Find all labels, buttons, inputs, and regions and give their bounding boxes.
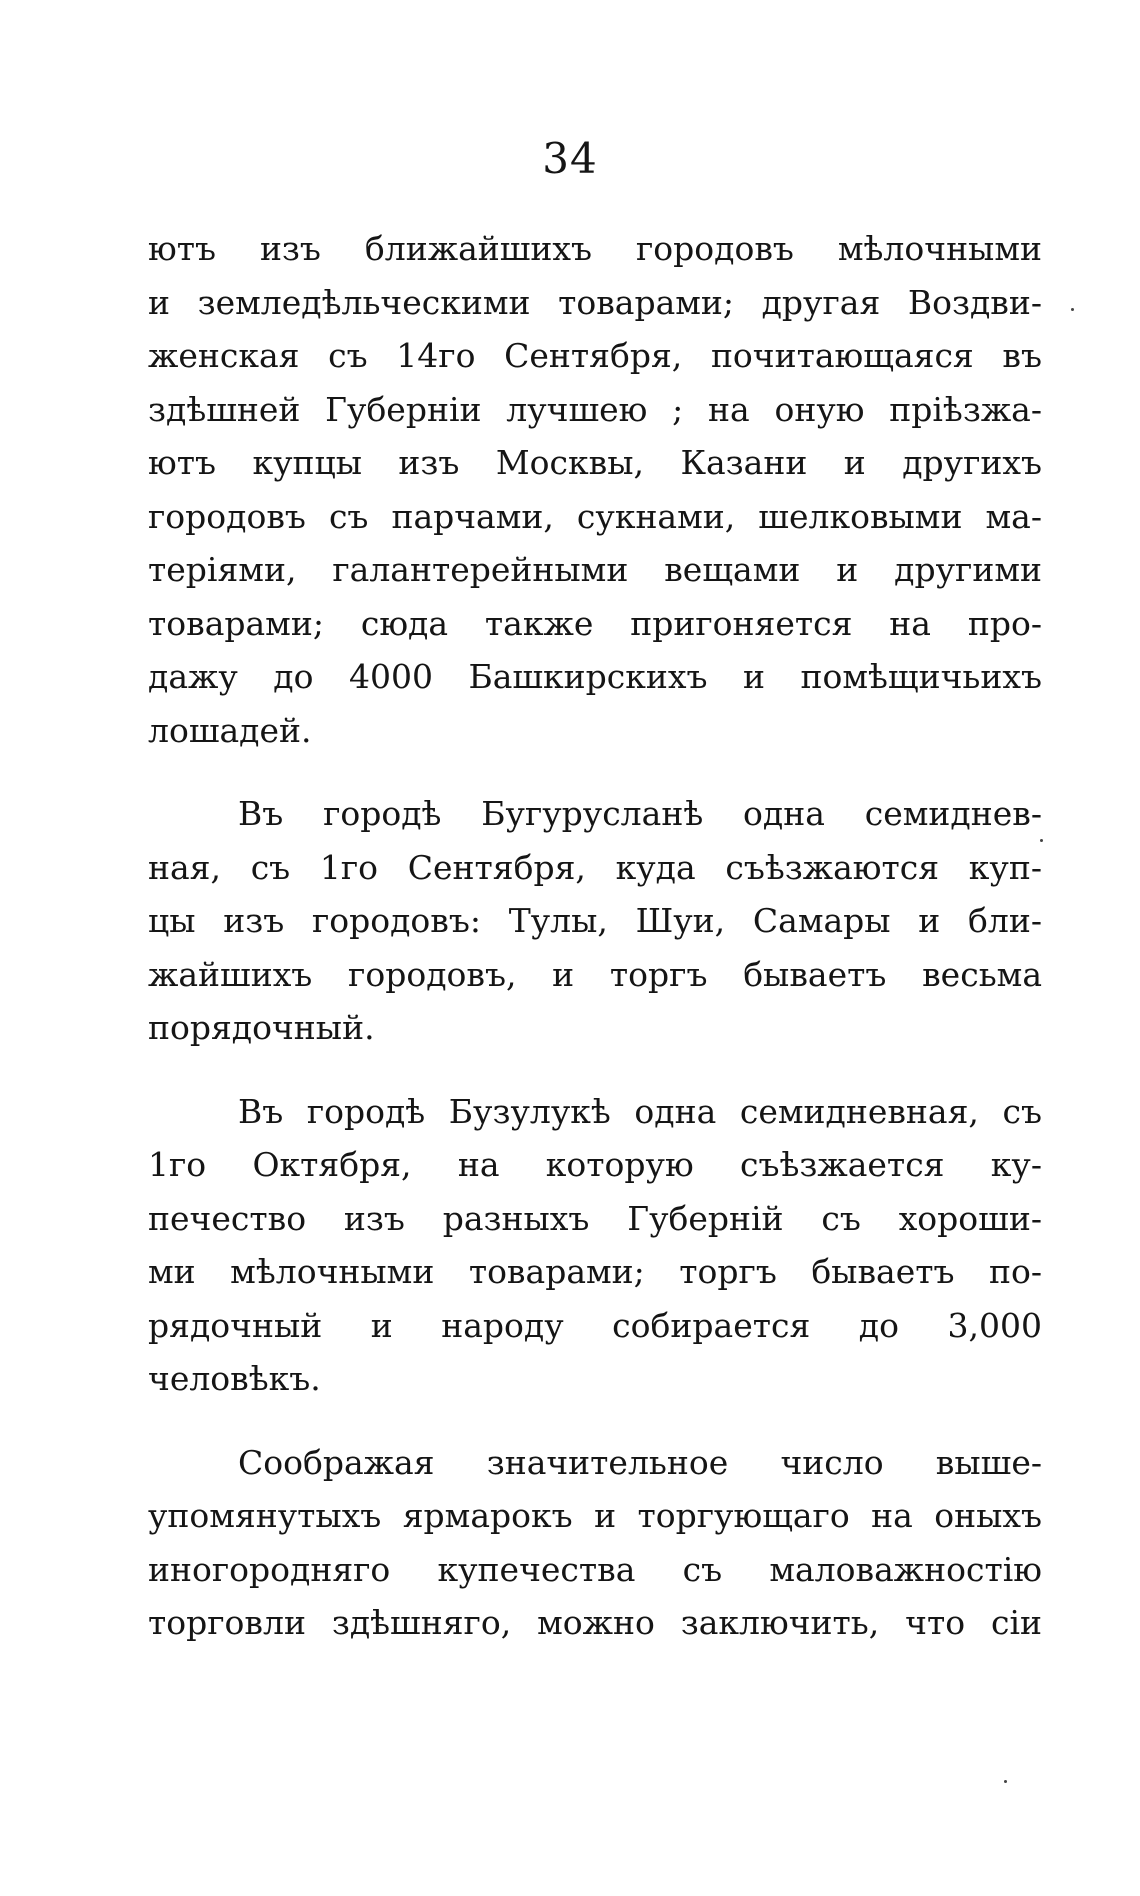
text-line: ютъ купцы изъ Москвы, Казани и другихъ: [148, 443, 1042, 482]
text-line: ютъ изъ ближайшихъ городовъ мѣлочными: [148, 229, 1042, 268]
text-line: здѣшней Губерніи лучшею ; на оную пріѣзжа-: [148, 389, 1042, 429]
text-line: лошадей.: [148, 710, 312, 750]
text-line: ная, съ 1го Сентября, куда съѣзжаются куп-: [148, 847, 1042, 887]
text-line: печество изъ разныхъ Губерній съ хороши-: [148, 1198, 1042, 1238]
text-line: ми мѣлочными товарами; торгъ бываетъ по-: [148, 1252, 1042, 1291]
text-line: иногородняго купечества съ маловажностію: [148, 1549, 1042, 1589]
body-text: [148, 222, 1042, 1650]
text-line: товарами; сюда также пригоняется на про-: [148, 603, 1042, 643]
text-line: порядочный.: [148, 1008, 375, 1047]
print-speck: [1004, 1780, 1007, 1783]
paragraph-4: [148, 1436, 1042, 1650]
paragraph-3: [148, 1085, 1042, 1406]
text-line: теріями, галантерейными вещами и другими: [148, 550, 1042, 589]
page-number: 34: [542, 134, 598, 183]
text-line: 1го Октября, на которую съѣзжается ку-: [148, 1145, 1042, 1184]
print-speck: [1071, 308, 1074, 311]
text-line: женская съ 14го Сентября, почитающаяся въ: [148, 336, 1042, 375]
paragraph-2: [148, 787, 1042, 1055]
text-line: и земледѣльческими товарами; другая Воздви-: [148, 282, 1042, 322]
text-line: Въ городѣ Бугурусланѣ одна семиднев-: [238, 794, 1042, 833]
text-line: жайшихъ городовъ, и торгъ бываетъ весьма: [148, 954, 1042, 994]
text-line: упомянутыхъ ярмарокъ и торгующаго на оныхъ: [148, 1496, 1042, 1535]
text-line: городовъ съ парчами, сукнами, шелковыми ма-: [148, 496, 1042, 536]
text-line: цы изъ городовъ: Тулы, Шуи, Самары и бли-: [148, 901, 1042, 940]
paragraph-1: [148, 222, 1042, 757]
text-line: Соображая значительное число выше-: [238, 1442, 1042, 1482]
text-line: рядочный и народу собирается до 3,000: [148, 1305, 1042, 1345]
text-line: торговли здѣшняго, можно заключить, что сіи: [148, 1603, 1042, 1642]
text-line: Въ городѣ Бузулукѣ одна семидневная, съ: [238, 1091, 1042, 1131]
text-line: человѣкъ.: [148, 1359, 321, 1398]
print-speck: [1040, 839, 1043, 842]
text-line: дажу до 4000 Башкирскихъ и помѣщичьихъ: [148, 657, 1042, 696]
